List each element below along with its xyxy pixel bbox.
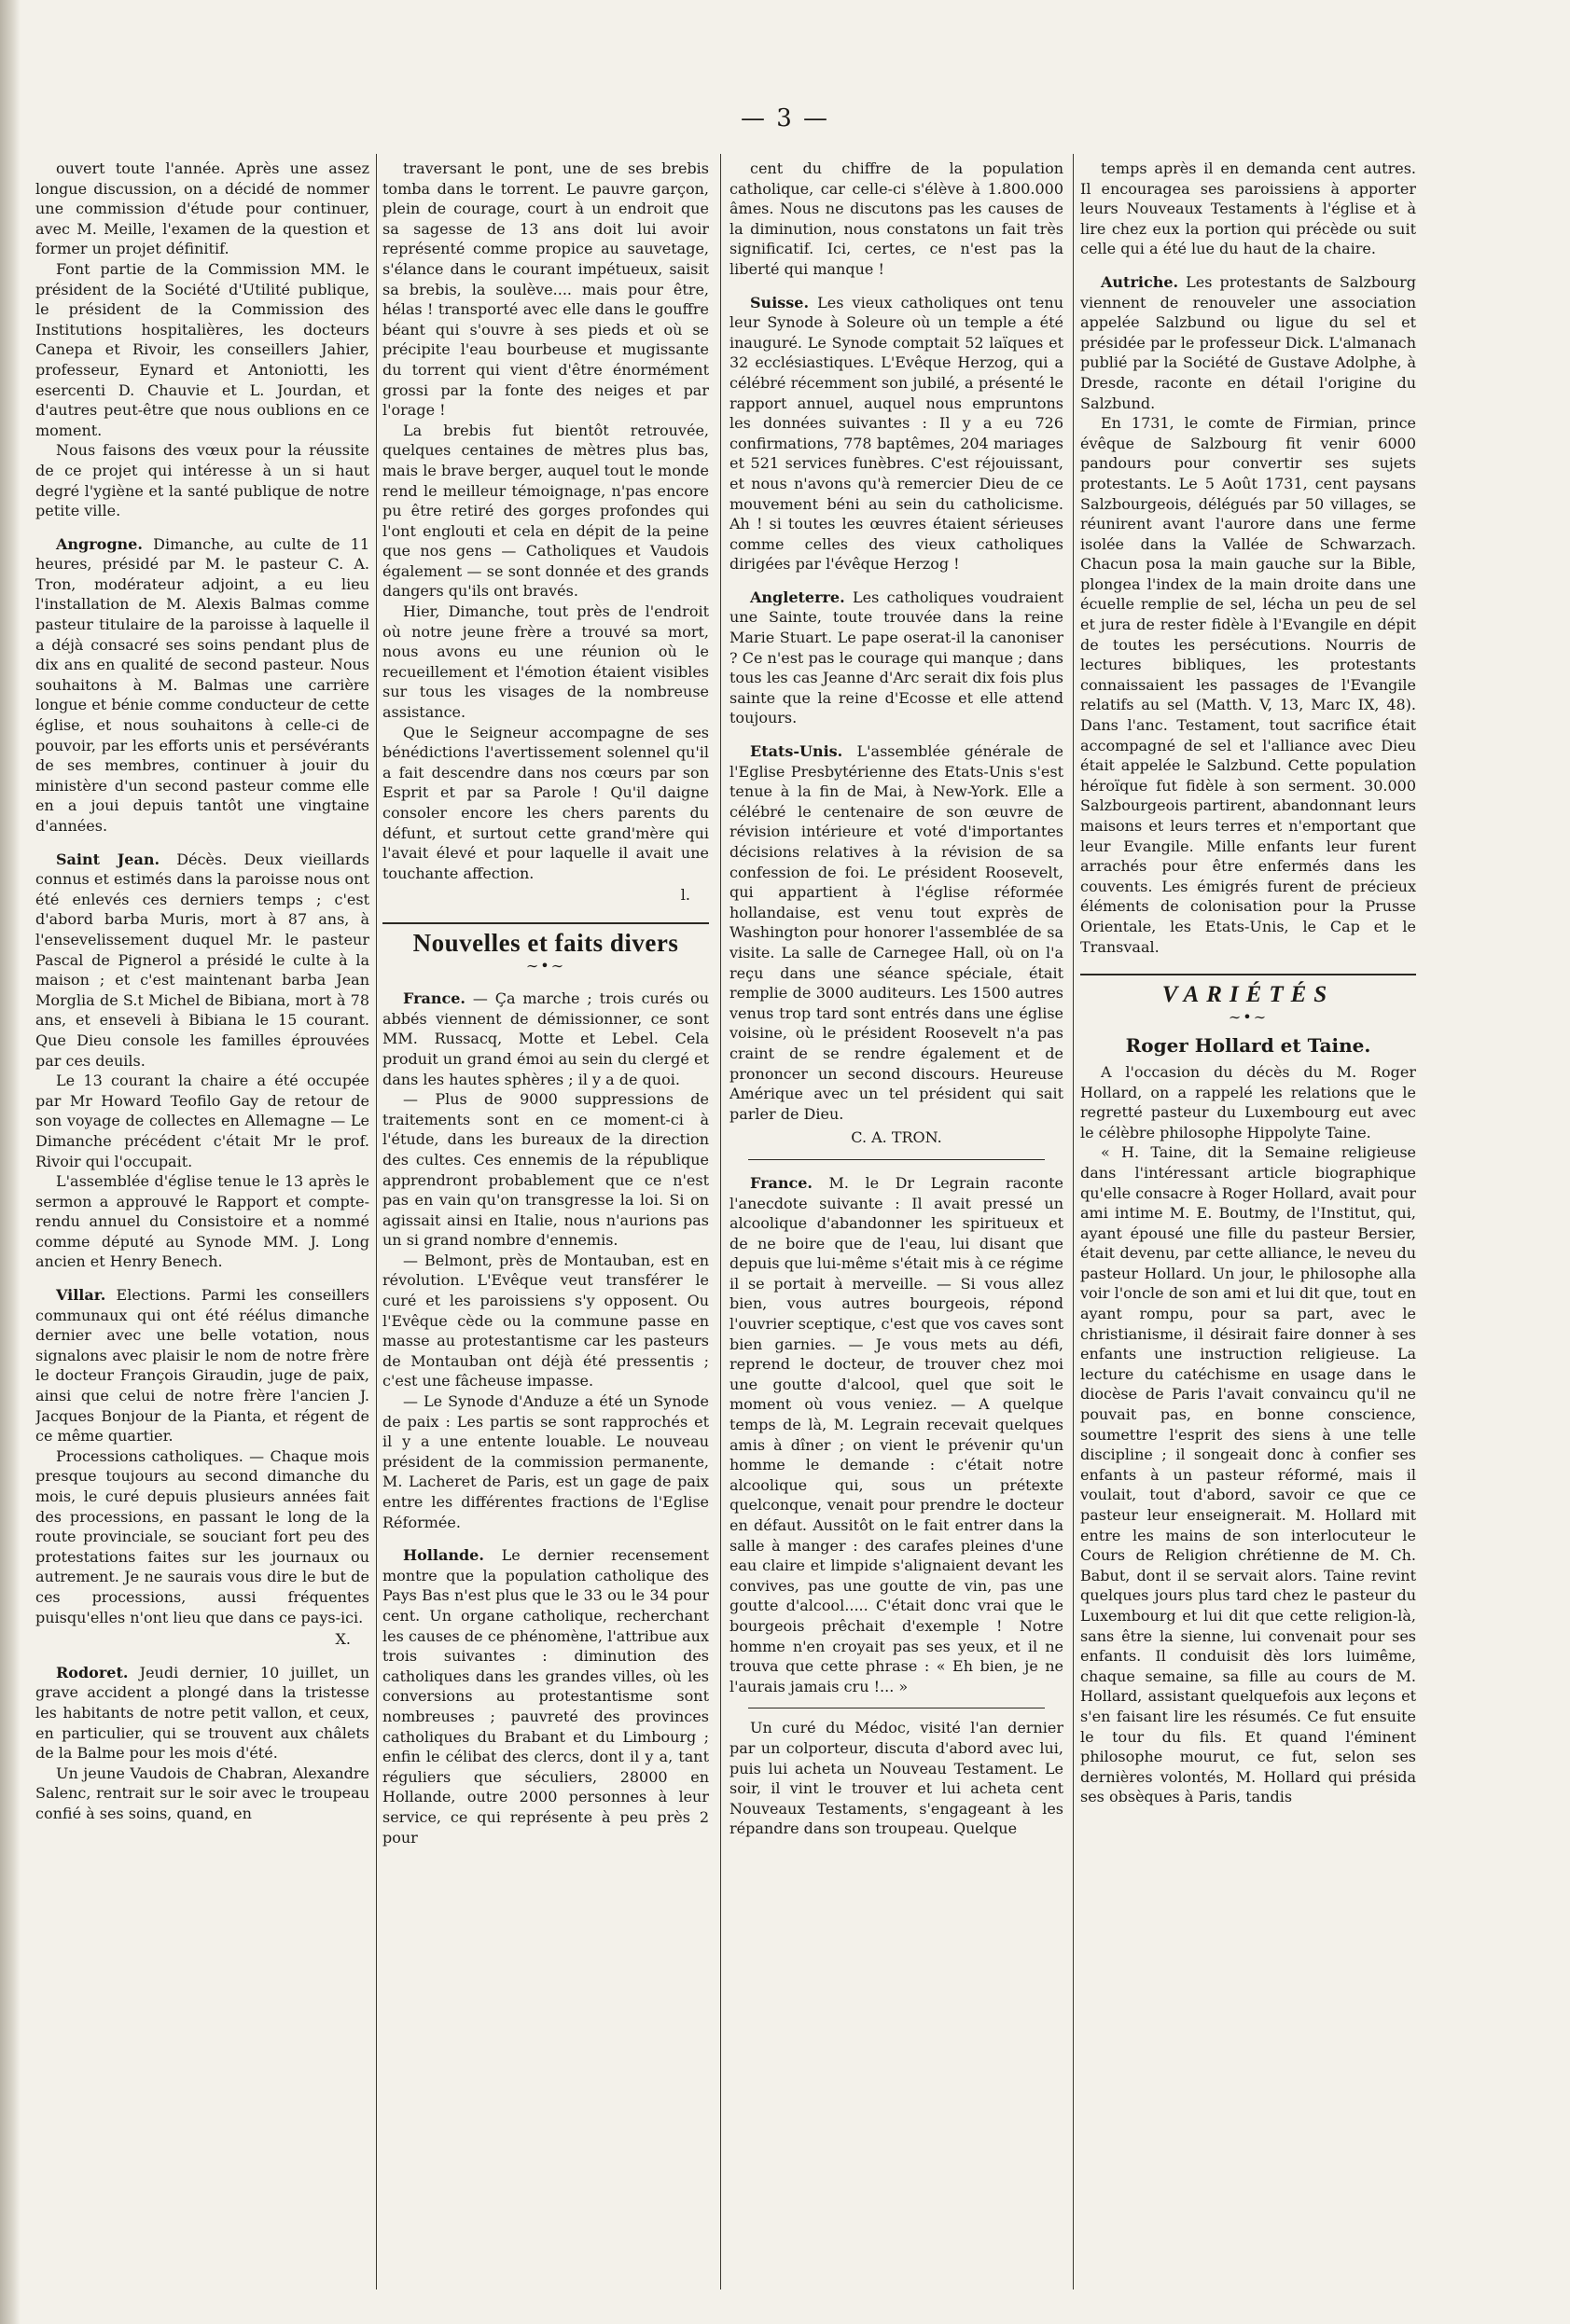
news-item-text: Les catholiques voudraient une Sainte, toute trouvée dans la reine Marie Stuart. Le pape oserat-il la canoniser ? Ce n'est pas le courage qui manque ; dans tous les cas Jeanne d'Arc serait dix fois plus sainte que la reine d'Ecosse et elle attend toujours.	[729, 588, 1063, 727]
news-item-text: Elections. Parmi les conseillers communaux qui ont été réélus dimanche dernier avec une belle votation, nous signalons avec plaisir le nom de notre frère le docteur François Giraudin, juge de paix, ainsi que celui de notre frère l'ancien J. Jacques Bonjour de la Pianta, et régent de ce même quartier.	[35, 1286, 369, 1446]
news-item-heading: Saint Jean.	[56, 850, 160, 868]
paragraph: Que le Seigneur accompagne de ses bénédictions l'avertissement solennel qu'il a fait descendre dans nos cœurs par son Esprit et par sa Parole ! Qu'il daigne consoler encore les chers parents du défunt, et surtout cette grand'mère qui l'avait élevé et pour laquelle il avait une touchante affection.	[382, 723, 709, 882]
section-divider	[382, 922, 709, 924]
news-item-heading: Angleterre.	[750, 588, 845, 606]
page-number: — 3 —	[740, 104, 830, 132]
ornament-flourish: ∼•∼	[1228, 1007, 1269, 1026]
news-item	[729, 1173, 1063, 1696]
news-item-text: Le dernier recensement montre que la population catholique des Pays Bas n'est plus que le 33 ou le 34 pour cent. Un organe catholique, recherchant les causes de ce phénomène, l'attribue aux trois suivantes : diminution des catholiques dans les grandes villes, où les conversions au protestantisme sont nombreuses ; pauvreté des provinces catholiques du Brabant et du Limbourg ; enfin le célibat des clercs, dont il y a, tant réguliers que séculiers, 28000 en Hollande, outre 2000 personnes à leur service, ce qui représente à peu près 2 pour	[382, 1546, 709, 1847]
paragraph: ouvert toute l'année. Après une assez longue discussion, on a décidé de nommer une commission d'étude pour continuer, avec M. Meille, l'examen de la question et former un projet définitif.	[35, 159, 369, 258]
news-item-heading: Villar.	[56, 1286, 106, 1305]
paragraph: Le 13 courant la chaire a été occupée par Mr Howard Teofilo Gay de retour de son voyage de collectes en Allemagne — Le Dimanche précédent c'était Mr le prof. Rivoir qui l'occupait.	[35, 1072, 369, 1170]
news-item-text: Dimanche, au culte de 11 heures, présidé par M. le pasteur C. A. Tron, modérateur adjoint, a eu lieu l'installation de M. Alexis Balmas comme pasteur titulaire de la paroisse à laquelle il a déjà consacré ses soins pendant plus de dix ans en qualité de second pasteur. Nous souhaitons à M. Balmas une carrière longue et bénie comme conducteur de cette église, et nous souhaitons à celle-ci de pouvoir, par les efforts unis et persévérants de ses membres, continuer à jouir du ministère d'un second pasteur comme elle en a joui depuis tantôt une vingtaine d'années.	[35, 534, 369, 835]
news-item	[35, 850, 369, 1072]
ornament-flourish: ∼•∼	[525, 956, 566, 975]
section-divider	[1080, 974, 1416, 975]
news-item	[382, 989, 709, 1089]
paragraph: Processions catholiques. — Chaque mois presque toujours au second dimanche du mois, le curé depuis plusieurs années fait des processions, en passant le long de la route provinciale, se souciant fort peu des protestations faites sur les journaux ou autrement. Je ne saurais vous dire le but de ces processions, aussi fréquentes puisqu'elles n'ont lieu que dans ce pays-ici.	[35, 1446, 369, 1626]
scan-binding-edge	[0, 0, 21, 2324]
news-item-heading: France.	[403, 989, 465, 1008]
news-item-text: M. le Dr Legrain raconte l'anecdote suivante : Il avait pressé un alcoolique d'abandonner les spiritueux et de ne boire que de l'eau, lui disant que depuis que lui-même s'était mis à ce régime il se portait à merveille. — Si vous allez bien, vous autres bourgeois, répond l'ouvrier sceptique, c'est que vos caves sont bien garnies. — Je vous mets au défi, reprend le docteur, de trouver chez moi une goutte d'alcool, quel que soit le moment où vous veniez. — A quelque temps de là, M. Legrain recevait quelques amis à dîner ; on vient le prévenir qu'un homme le demande : c'était notre alcoolique qui, sous un prétexte quelconque, venait pour prendre le docteur en défaut. Aussitôt on le fait entrer dans la salle à manger : des carafes pleines d'une eau claire et limpide s'alignaient devant les convives, pas une goutte de vin, pas une goutte d'alcool..... C'était donc vrai que le bourgeois prêchait d'exemple ! Notre homme n'en croyait pas ses yeux, et il ne trouva que cette phrase : « Eh bien, je ne l'aurais jamais cru !... »	[729, 1173, 1063, 1695]
paragraph: La brebis fut bientôt retrouvée, quelques centaines de mètres plus bas, mais le brave berger, auquel tout le monde rend le meilleur témoignage, n'pas encore pu être retiré des gorges profondes qui l'ont englouti et cela en dépit de la peine que nos gens — Catholiques et Vaudois également — se sont donnée et des grands dangers qu'ils ont bravés.	[382, 421, 709, 601]
column-rule	[1073, 154, 1074, 2289]
news-item	[1080, 272, 1416, 413]
news-item-heading: Rodoret.	[56, 1663, 129, 1681]
section-title: VARIÉTÉS	[1161, 982, 1335, 1008]
paragraph: En 1731, le comte de Firmian, prince évêque de Salzbourg fit venir 6000 pandours pour convertir ses sujets protestants. Le 5 Août 1731, cent paysans Salzbourgeois, délégués par 50 villages, se réunirent avant l'aurore dans une ferme isolée dans la Vallée de Schwarzach. Chacun posa la main gauche sur la Bible, plongea l'index de la main droite dans une écuelle remplie de sel, lécha un peu de sel et jura de rester fidèle à l'Evangile en dépit de toutes les persécutions. Nourris de lectures bibliques, les protestants connaissaient les passages de l'Evangile relatifs au sel (Matth. V, 13, Marc IX, 48). Dans l'anc. Testament, tout sacrifice était accompagné de sel et l'alliance avec Dieu était appelée le Salzbund. Cette population héroïque fut fidèle à son serment. 30.000 Salzbourgeois partirent, abandonnant leurs maisons et leurs terres et n'emportant que leur Evangile. Mille enfants leur furent arrachés pour être enfermés dans les couvents. Les émigrés furent de précieux éléments de colonisation pour la Prusse Orientale, les Etats-Unis, le Cap et le Transvaal.	[1080, 414, 1416, 956]
author-signature: X.	[335, 1630, 351, 1649]
news-item-text: L'assemblée générale de l'Eglise Presbytérienne des Etats-Unis s'est tenue à la fin de Mai, à New-York. Elle a célébré le centenaire de son œuvre de révision intérieure et voté d'importantes décisions relatives à la révision de sa confession de foi. Le président Roosevelt, qui appartient à l'église réformée hollandaise, est venu tout exprès de Washington pour honorer l'assemblée de sa visite. La salle de Carnegee Hall, où on l'a reçu dans une séance spéciale, était remplie de 3000 auditeurs. Les 1500 autres venus trop tard sont entrés dans une église voisine, où le président Roosevelt n'a pas craint de se rendre également et de prononcer un second discours. Heureuse Amérique avec un tel président qui sait parler de Dieu.	[729, 742, 1063, 1123]
column-2	[382, 159, 709, 2303]
paragraph: Font partie de la Commission MM. le président de la Société d'Utilité publique, le président de la Commission des Institutions hospitalières, les docteurs Canepa et Rivoir, les conseillers Jahier, professeur, Eynard et Antoniotti, les esercenti D. Chauvie et L. Jourdan, et d'autres peut-être que nous oublions en ce moment.	[35, 259, 369, 439]
news-item-heading: Angrogne.	[56, 534, 143, 553]
column-rule	[376, 154, 377, 2289]
paragraph: — Le Synode d'Anduze a été un Synode de paix : Les partis se sont rapprochés et il y a une entente louable. Le nouveau président de la commission permanente, M. Lacheret de Paris, est un gage de paix entre les différentes fractions de l'Eglise Réformée.	[382, 1392, 709, 1531]
news-item	[35, 1663, 369, 1764]
news-item-text: Jeudi dernier, 10 juillet, un grave accident a plongé dans la tristesse les habitants de notre petit vallon, et ceux, en particulier, qui se trouvent aux châlets de la Balme pour les mois d'été.	[35, 1663, 369, 1763]
paragraph: L'assemblée d'église tenue le 13 après le sermon a approuvé le Rapport et compte-rendu annuel du Consistoire et a nommé comme député au Synode MM. J. Long ancien et Henry Benech.	[35, 1172, 369, 1271]
paragraph: — Plus de 9000 suppressions de traitements sont en ce moment-ci à l'étude, dans les bureaux de la direction des cultes. Ces ennemis de la république apprendront probablement que ce n'est pas en vain qu'on transgresse la loi. Si on agissait ainsi en Italie, nous n'aurions pas un si grand nombre d'ennemis.	[382, 1090, 709, 1250]
news-item-heading: Etats-Unis.	[750, 742, 843, 761]
news-item	[729, 741, 1063, 1124]
news-item-heading: Suisse.	[750, 293, 810, 311]
article-title: Roger Hollard et Taine.	[1125, 1034, 1371, 1058]
news-item	[382, 1545, 709, 1847]
paragraph: temps après il en demanda cent autres. Il encouragea ses paroissiens à apporter leurs Nouveaux Testaments à l'église et à lire chez eux la portion qui précède ou suit celle qui a été lue du haut de la chaire.	[1080, 159, 1416, 258]
news-item-heading: Autriche.	[1101, 272, 1179, 291]
news-item-text: Les protestants de Salzbourg viennent de renouveler une association appelée Salzbund ou ligue du sel et présidée par le professeur Dick. L'almanach publié par la Société de Gustave Adolphe, à Dresde, raconte en détail l'origine du Salzbund.	[1080, 272, 1416, 412]
paragraph: cent du chiffre de la population catholique, car celle-ci s'élève à 1.800.000 âmes. Nous ne discutons pas les causes de la diminution, nous constatons un fait très significatif. Ici, certes, ce n'est pas la liberté qui manque !	[729, 159, 1063, 278]
column-1	[35, 159, 369, 2303]
news-item-text: Décès. Deux vieillards connus et estimés dans la paroisse nous ont été enlevés ces derniers temps ; c'est d'abord barba Muris, mort à 87 ans, à l'ensevelissement duquel Mr. le pasteur Pascal de Pignerol a présidé le culte à la maison ; et c'est maintenant barba Jean Morglia de S.t Michel de Bibiana, mort à 78 ans, et enseveli à Bibiana le 15 courant. Que Dieu console les familles éprouvées par ces deuils.	[35, 850, 369, 1070]
paragraph: — Belmont, près de Montauban, est en révolution. L'Evêque veut transférer le curé et les paroissiens s'y opposent. Ou l'Evêque cède ou la commune passe en masse au protestantisme car les pasteurs de Montauban ont déjà été pressentis ; c'est une fâcheuse impasse.	[382, 1251, 709, 1390]
column-4	[1080, 159, 1416, 2303]
section-title: Nouvelles et faits divers	[412, 928, 679, 957]
paragraph: Un curé du Médoc, visité l'an dernier par un colporteur, discuta d'abord avec lui, puis lui acheta un Nouveau Testament. Le soir, il vint le trouver et lui acheta cent Nouveaux Testaments, s'engageant à les répandre dans son troupeau. Quelque	[729, 1719, 1063, 1838]
news-item-text: Les vieux catholiques ont tenu leur Synode à Soleure où un temple a été inauguré. Le Synode comptait 52 laïques et 32 ecclésiastiques. L'Evêque Herzog, qui a célébré récemment son jubilé, a présenté le rapport annuel, auquel nous empruntons les données suivantes : Il y a eu 726 confirmations, 778 baptêmes, 204 mariages et 521 services funèbres. C'est réjouissant, et nous n'avons qu'à remercier Dieu de ce mouvement béni au sein du catholicisme. Ah ! si toutes les œuvres étaient sérieuses comme celles des vieux catholiques dirigées par l'évêque Herzog !	[729, 293, 1063, 574]
author-signature: C. A. TRON.	[851, 1128, 942, 1147]
column-3	[729, 159, 1063, 2303]
paragraph: « H. Taine, dit la Semaine religieuse dans l'intéressant article biographique qu'elle consacre à Roger Hollard, avait pour ami intime M. E. Boutmy, de l'Institut, qui, ayant épousé une fille du pasteur Bersier, était devenu, par cette alliance, le neveu du pasteur Hollard. Un jour, le philosophe alla voir l'oncle de son ami et lui dit que, tout en ayant rompu, pour sa part, avec le christianisme, il désirait faire donner à ses enfants une instruction religieuse. La lecture du catéchisme en usage dans le diocèse de Paris l'avait convaincu qu'il ne pouvait pas, en bonne conscience, soumettre l'esprit des siens à une telle discipline ; il songeait donc à confier ses enfants à un pasteur réformé, mais il voulait, tout d'abord, savoir ce que ce pasteur leur enseignerait. M. Hollard mit entre les mains de son interlocuteur le Cours de Religion chrétienne de M. Ch. Babut, dont il se servait alors. Taine revint quelques jours plus tard chez le pasteur du Luxembourg et lui dit que cette religion-là, sans être la sienne, lui convenait pour ses enfants. Il conduisit dès lors luimême, chaque semaine, sa fille au cours de M. Hollard, assistant quelquefois aux leçons et s'en faisant lire les résumés. Ce fut ensuite le tour du fils. Et quand l'éminent philosophe mourut, ce fut, selon ses dernières volontés, M. Hollard qui présida ses obsèques à Paris, tandis	[1080, 1143, 1416, 1806]
paragraph: Un jeune Vaudois de Chabran, Alexandre Salenc, rentrait sur le soir avec le troupeau confié à ses soins, quand, en	[35, 1764, 369, 1822]
paragraph: Hier, Dimanche, tout près de l'endroit où notre jeune frère a trouvé sa mort, nous avons eu une réunion où le recueillement et l'émotion étaient visibles sur tous les visages de la nombreuse assistance.	[382, 602, 709, 722]
author-signature: l.	[680, 886, 690, 905]
news-item-heading: France.	[750, 1173, 813, 1192]
column-rule	[720, 154, 721, 2289]
news-item	[35, 1285, 369, 1446]
section-divider	[748, 1159, 1045, 1160]
paragraph: A l'occasion du décès du M. Roger Hollard, on a rappelé les relations que le regretté pasteur du Luxembourg eut avec le célèbre philosophe Hippolyte Taine.	[1080, 1062, 1416, 1141]
news-item-heading: Hollande.	[403, 1546, 484, 1565]
news-item	[729, 293, 1063, 574]
paragraph: traversant le pont, une de ses brebis tomba dans le torrent. Le pauvre garçon, plein de courage, court à un endroit que sa sagesse de 13 ans doit lui avoir représenté comme propice au sauvetage, s'élance dans le courant impétueux, saisit sa brebis, la soulève.... mais pour être, hélas ! transporté avec elle dans le gouffre béant qui s'ouvre à ses pieds et où se précipite l'eau bourbeuse et mugissante du torrent qui vient d'être énormément grossi par la fonte des neiges et par l'orage !	[382, 159, 709, 420]
paragraph: Nous faisons des vœux pour la réussite de ce projet qui intéresse à un si haut degré l'ygiène et la santé publique de notre petite ville.	[35, 441, 369, 520]
news-item	[729, 588, 1063, 728]
news-item	[35, 534, 369, 837]
news-item-text: — Ça marche ; trois curés ou abbés viennent de démissionner, ce sont MM. Russacq, Motte et Lebel. Cela produit un grand émoi au sein du clergé et dans les hautes sphères ; il y a de quoi.	[382, 989, 709, 1088]
